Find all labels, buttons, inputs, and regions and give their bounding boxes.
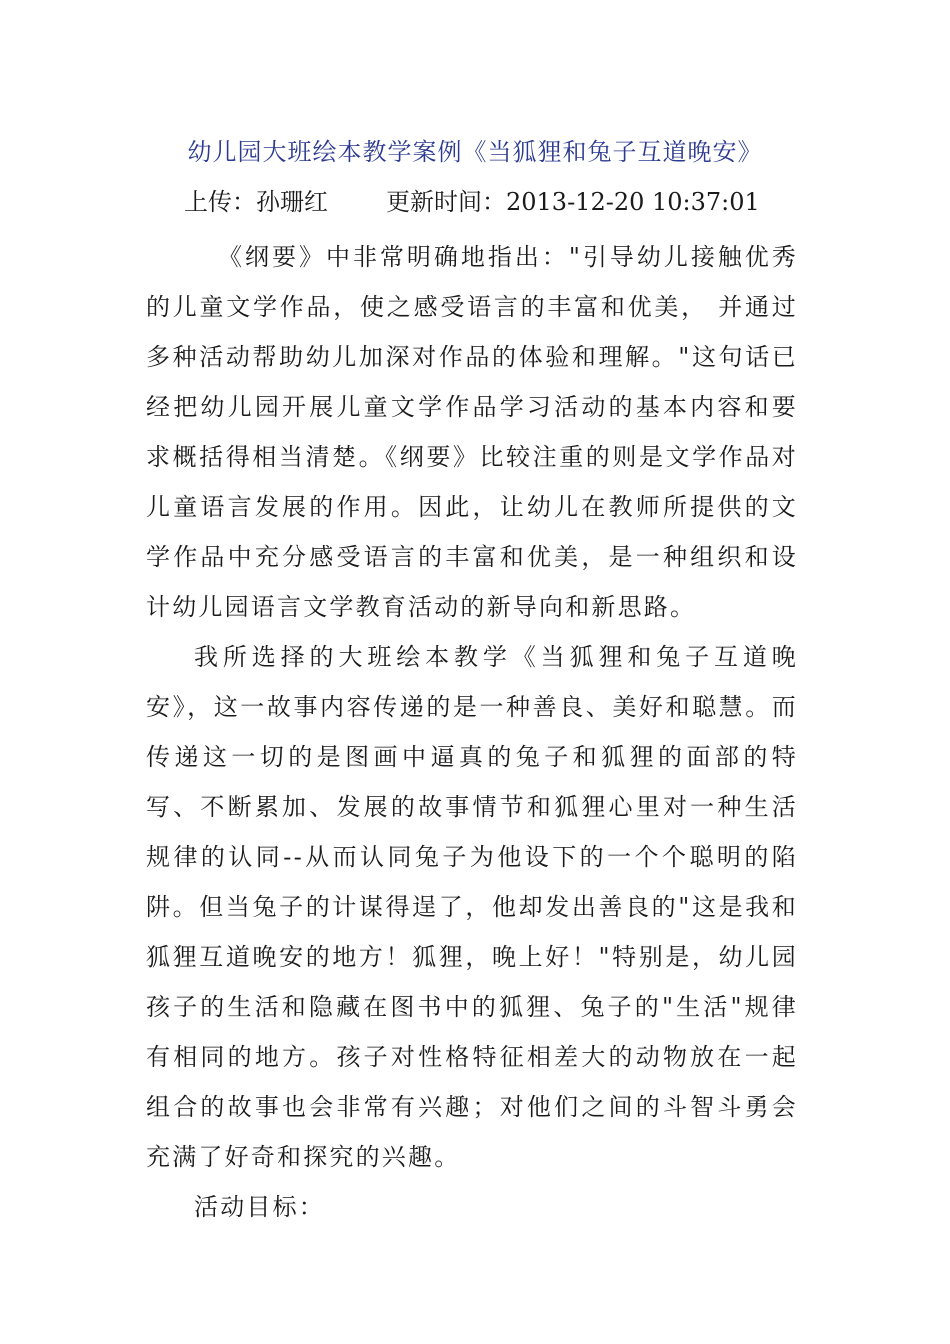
document-title: 幼儿园大班绘本教学案例《当狐狸和兔子互道晚安》: [187, 138, 763, 166]
paragraph-2: 我所选择的大班绘本教学《当狐狸和兔子互道晚安》，这一故事内容传递的是一种善良、美好和聪慧。而传递这一切的是图画中逼真的兔子和狐狸的面部的特写、不断累加、发展的故事情节和狐狸心里对一种生活规律的认同--从而认同兔子为他设下的一个个聪明的陷阱。但当兔子的计谋得逞了，他却发出善良的"这是我和狐狸互道晚安的地方！狐狸，晚上好！"特别是，幼儿园孩子的生活和隐藏在图书中的狐狸、兔子的"生活"规律有相同的地方。孩子对性格特征相差大的动物放在一起组合的故事也会非常有兴趣；对他们之间的斗智斗勇会充满了好奇和探究的兴趣。: [146, 643, 798, 1171]
document-body: [146, 232, 798, 1232]
paragraph-1: 《纲要》中非常明确地指出："引导幼儿接触优秀的儿童文学作品，使之感受语言的丰富和优美， 并通过多种活动帮助幼儿加深对作品的体验和理解。"这句话已经把幼儿园开展儿童文学作品学习活动的基本内容和要求概括得相当清楚。《纲要》比较注重的则是文学作品对儿童语言发展的作用。因此，让幼儿在教师所提供的文学作品中充分感受语言的丰富和优美，是一种组织和设计幼儿园语言文学教育活动的新导向和新思路。: [146, 243, 798, 621]
section-heading-goals: 活动目标：: [194, 1193, 325, 1221]
document-meta: [184, 184, 760, 220]
update-time: 更新时间：2013-12-20 10:37:01: [386, 188, 760, 216]
uploader-label: 上传：孙珊红: [184, 188, 328, 216]
